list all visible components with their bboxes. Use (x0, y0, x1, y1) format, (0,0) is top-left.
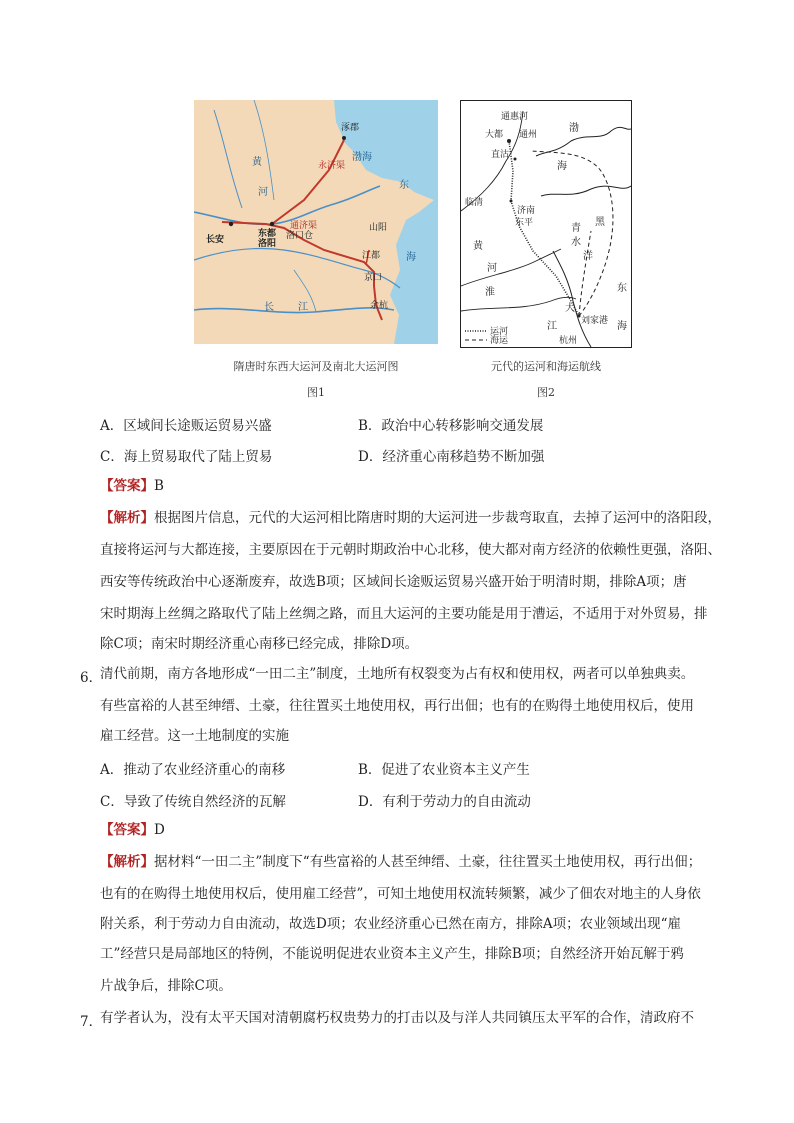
label-zhigu: 直沽 (491, 150, 510, 160)
label-changan: 长安 (206, 235, 225, 245)
label-shanyang: 山阳 (369, 223, 388, 233)
q5-answer-tag: 【答案】 (100, 478, 154, 494)
label-yongji: 永济渠 (318, 161, 346, 171)
q6-option-a-letter: A． (100, 762, 124, 778)
q6-option-b (358, 758, 530, 778)
figure-2-map (460, 100, 632, 348)
q6-option-c-letter: C． (100, 794, 124, 810)
label-luoyang: 洛阳 (258, 239, 277, 249)
figure-2-labels (461, 101, 631, 347)
q5-option-b-text: 政治中心转移影响交通发展 (381, 418, 544, 434)
label-hai: 海 (406, 252, 416, 263)
q5-analysis-line-4: 宋时期海上丝绸之路取代了陆上丝绸之路，而且大运河的主要功能是用于漕运，不适用于对外贸易，排 (100, 606, 708, 622)
q7-stem-line-1: 有学者认为，没有太平天国对清朝腐朽权贵势力的打击以及与洋人共同镇压太平军的合作，清政府不 (100, 1010, 694, 1026)
q5-option-b (358, 414, 543, 434)
label-huai: 淮 (485, 287, 495, 298)
legend-canal: 运河 (490, 327, 509, 337)
label-dong: 东 (617, 283, 627, 294)
label-he: 河 (487, 263, 497, 274)
q7-number: 7． (80, 1014, 103, 1030)
label-jinan: 济南 (517, 206, 536, 216)
label-zhuojun: 涿郡 (341, 123, 360, 133)
label-tongzhou: 通州 (519, 130, 538, 140)
figure-1-number: 图1 (307, 386, 325, 399)
q6-answer-tag: 【答案】 (100, 822, 154, 838)
q6-analysis-line-4: 工”经营只是局部地区的特例，不能说明促进农业资本主义产生，排除B项；自然经济开始瓦解于鸦 (100, 946, 684, 962)
label-liujiagang: 刘家港 (581, 316, 609, 326)
label-shui: 水 (571, 237, 581, 248)
q5-answer-value: B (154, 478, 164, 494)
label-huang: 黄 (252, 157, 262, 168)
figure-2-caption: 元代的运河和海运航线 (491, 360, 601, 373)
q5-analysis-line-1 (100, 510, 721, 526)
label-qing: 青 (571, 223, 581, 234)
q6-option-c (100, 790, 286, 810)
label-hei: 黑 (595, 217, 605, 228)
q6-analysis-line-5: 片战争后，排除C项。 (100, 978, 232, 994)
q6-option-d-letter: D． (358, 794, 383, 810)
label-yuhang: 余杭 (370, 301, 389, 311)
q6-option-a-text: 推动了农业经济重心的南移 (123, 762, 286, 778)
label-da: 大 (565, 303, 575, 314)
label-linqing: 临清 (465, 198, 484, 208)
q6-option-d (358, 790, 531, 810)
q5-option-c-text: 海上贸易取代了陆上贸易 (123, 449, 273, 465)
label-chang: 长 (264, 302, 274, 313)
label-hai2: 海 (617, 321, 627, 332)
q5-analysis-line-5: 除C项；南宋时期经济重心南移已经完成，排除D项。 (100, 636, 419, 652)
q5-option-c-letter: C． (100, 449, 124, 465)
q6-analysis-line-2: 也有的在购得土地使用权后，使用雇工经营”，可知土地使用权流转频繁，减少了佃农对地主的人身依 (100, 886, 701, 902)
q6-analysis-line-3: 附关系，利于劳动力自由流动，故选D项；农业经济重心已然在南方，排除A项；农业领域出现“雇 (100, 916, 681, 932)
q5-option-b-letter: B． (358, 418, 382, 434)
label-yang: 洋 (583, 251, 593, 262)
q6-option-d-text: 有利于劳动力的自由流动 (382, 794, 531, 810)
q6-option-c-text: 导致了传统自然经济的瓦解 (123, 794, 286, 810)
label-jingkou: 京口 (364, 273, 383, 283)
q6-option-b-letter: B． (358, 762, 382, 778)
label-tongji: 通济渠 (290, 221, 318, 231)
label-dongping: 东平 (515, 218, 534, 228)
q5-analysis-tag: 【解析】 (100, 510, 154, 526)
label-dong: 东 (399, 180, 409, 191)
q5-analysis-line-2: 直接将运河与大都连接，主要原因在于元朝时期政治中心北移，使大都对南方经济的依赖性更强，洛阳、 (100, 542, 721, 558)
label-hangzhou: 杭州 (559, 336, 578, 346)
label-dongdu: 东都 (258, 229, 277, 239)
figure-1-caption: 隋唐时东西大运河及南北大运河图 (233, 360, 399, 373)
label-tonghui: 通惠河 (501, 112, 529, 122)
q6-stem-line-2: 有些富裕的人甚至绅缙、土豪，往往置买土地使用权，再行出佃；也有的在购得土地使用权后，使用 (100, 698, 694, 714)
label-jiang: 江 (547, 321, 557, 332)
label-hai: 海 (557, 161, 567, 172)
figure-1-labels (194, 100, 438, 344)
q5-option-d-text: 经济重心南移趋势不断加强 (382, 449, 545, 465)
q5-answer (100, 478, 164, 494)
label-jiang: 江 (298, 302, 308, 313)
legend-sea: 海运 (490, 336, 509, 346)
q6-number: 6． (80, 670, 103, 686)
label-bohai: 渤海 (352, 152, 372, 163)
q5-option-c (100, 445, 272, 465)
q6-analysis-tag: 【解析】 (100, 854, 154, 870)
label-bo: 渤 (569, 123, 579, 134)
q6-analysis-line-1 (100, 854, 701, 870)
figure-2-number: 图2 (537, 386, 555, 399)
q6-stem-line-3: 雇工经营。这一土地制度的实施 (100, 728, 289, 744)
label-dadu: 大都 (485, 130, 504, 140)
q5-option-a-letter: A． (100, 418, 124, 434)
q6-answer (100, 822, 165, 838)
q5-analysis-line-3: 西安等传统政治中心逐渐废弃，故选B项；区域间长途贩运贸易兴盛开始于明清时期，排除A项；唐 (100, 574, 687, 590)
q6-option-a (100, 758, 285, 778)
q5-option-d (358, 445, 544, 465)
label-he: 河 (258, 187, 268, 198)
label-luokou: 洛口仓 (286, 231, 314, 241)
q6-stem-line-1: 清代前期，南方各地形成“一田二主”制度，土地所有权裂变为占有权和使用权，两者可以单独典卖。 (100, 666, 695, 682)
q6-option-b-text: 促进了农业资本主义产生 (381, 762, 530, 778)
q5-option-a (100, 414, 272, 434)
q5-option-d-letter: D． (358, 449, 383, 465)
q5-analysis-text-1: 根据图片信息，元代的大运河相比隋唐时期的大运河进一步裁弯取直，去掉了运河中的洛阳段， (154, 510, 721, 526)
q6-analysis-text-1: 据材料“一田二主”制度下“有些富裕的人甚至绅缙、土豪，往往置买土地使用权，再行出佃； (154, 854, 702, 870)
q6-answer-value: D (154, 822, 165, 838)
q5-option-a-text: 区域间长途贩运贸易兴盛 (123, 418, 272, 434)
label-jiangdu: 江都 (362, 251, 381, 261)
label-huang: 黄 (473, 241, 483, 252)
figure-1-map (194, 100, 438, 344)
